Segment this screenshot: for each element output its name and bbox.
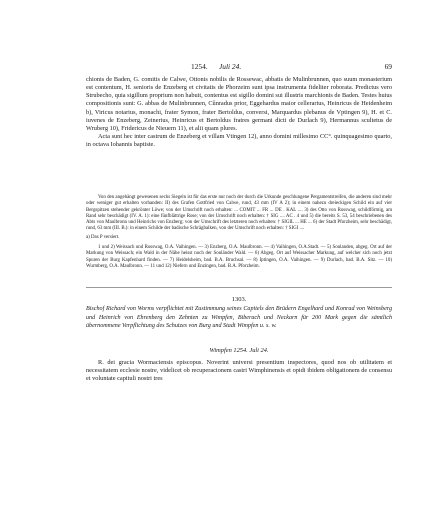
footnote-list: 1 und 2) Weissach und Rosswag, O.A. Vaihingen. — 3) Enzberg, O.A. Maulbronn. — 4) Vaihingen, O.A.Stadt. — 5) Sonlanden, abgeg. Ort auf der Markung von Weissach; ein Wald in der Nähe heisst noch der Sonländer Wald. — 6) Abgeg. Ort auf Weissacher Markung, auf welcher sich noch jetzt Spuren der Burg Kapfenhard finden. — 7) Heidelsheim, bad. B.A. Bruchsal. — 8) Iptingen, O.A. Vaihingen. — 9) Durlach, bad. B.A. Sitz. — 10) Wurmberg, O.A. Maulbronn. — 11 und 12) Niefern und Enzingen, bad. B.A. Pforzheim.: [86, 245, 392, 269]
seal-note: Von den angehängt gewesenen sechs Siegeln ist für das erste nur noch der durch die Urkunde geschlungene Pergamentstreifen, die anderen sind mehr oder weniger gut erhalten vorhanden: II) des Grafen Gottfried von Calwe, rund, 43 mm (IV A 2); in einem nahezu dreieckigen Schild ein auf vier Bergspitzen stehender gekrönter Löwe; von der Umschrift noch erhalten: ... COMIT ... FR ... DE . KAL .... 3) des Otto von Rosswag, schildförmig, am Rand sehr beschädigt (IV. A. 1): eine fünfblättrige Rose; von der Umschrift noch erhalten: † SIG .... AC . 4 und 5) die bereits S. 53, 54 beschriebenen des Abts von Maulbronn und Heinrichs von Enzberg; von der Umschrift des letzteren noch erhalten: † SIGIL ... HE ... 6) der Stadt Pforzheim, sehr beschädigt, rund, 63 mm (III. B.): in einem Schilde der badische Schrägbalken, von der Umschrift noch erhalten: † SIGI ....: [86, 195, 392, 232]
document-opening: [86, 359, 392, 383]
main-text: [86, 76, 392, 149]
document-summary: [86, 305, 392, 331]
running-header: [86, 62, 392, 74]
opening-text: R. dei gracia Wormaciensis episcopus. Noverint universi presentium inspectores, quod nos ob utilitatem et necessitatem ecclesie nostre, videlicet ob recuperacionem castri Wimphinensis et opidi ibidem obligationem de consensu et voluntate capituli nostri tres: [86, 359, 392, 383]
footnote-a: a) Das P versiert.: [86, 234, 120, 240]
main-paragraph-1: chionis de Baden, G. comitis de Calwe, Ottonis nobilis de Rossewac, abbatis de Mulinbrunnen, quo suum monasterium est contentum, H. senioris de Enzeberg et civitatis de Phorzeim sunt ipsa instrumenta fideliter roborata. Predictus vero Strubecho, quia sigillum proprium non habuit, contentus est sigillo domini sui illustris marchionis de Baden. Testes huius compositionis sunt: G. abbas de Mulinbrunnen, Cûnradus prior, Eggehardus maior cellerarius, Heinricus de Heidenheim b), Viricus notarius, monachi, frater Symon, frater Bertoldus, conversi, Marquardus plebanus de Vptingen 9), H. et C. iuvenes de Enzeberg, Zeinerius, Heinricus et Bertoldus fratres germani dicti de Durlach 9), Hermannus scultetus de Wruberg 10), Fridericus de Nieuern 11), et alii quam plures.: [86, 76, 392, 132]
header-year: 1254.: [191, 62, 208, 71]
main-paragraph-2: Acta sunt hec inter castrum de Enzeberg et villam Vtingen 12), anno domini millesimo CC°. quinquagesimo quarto, in octava Iohannis baptiste.: [86, 133, 392, 149]
document-dateline: Wimpfen 1254. Juli 24.: [209, 347, 269, 354]
header-date: Juli 24.: [219, 62, 242, 71]
document-number: 1303.: [231, 296, 247, 303]
section-divider: [86, 287, 392, 288]
summary-text: Bischof Richard von Worms verpflichtet mit Zustimmung seines Capitels den Brüdern Engelhard und Konrad von Weinsberg und Heinrich von Ehrenberg den Zehnten zu Wimpfen, Biberach und Neckarn für 200 Mark gegen die sämtlich übernommene Verpflichtung des Schutzes von Burg und Stadt Wimpfen u. s. w.: [86, 306, 392, 330]
notes-section: [86, 195, 392, 270]
page-number: 69: [384, 62, 392, 71]
